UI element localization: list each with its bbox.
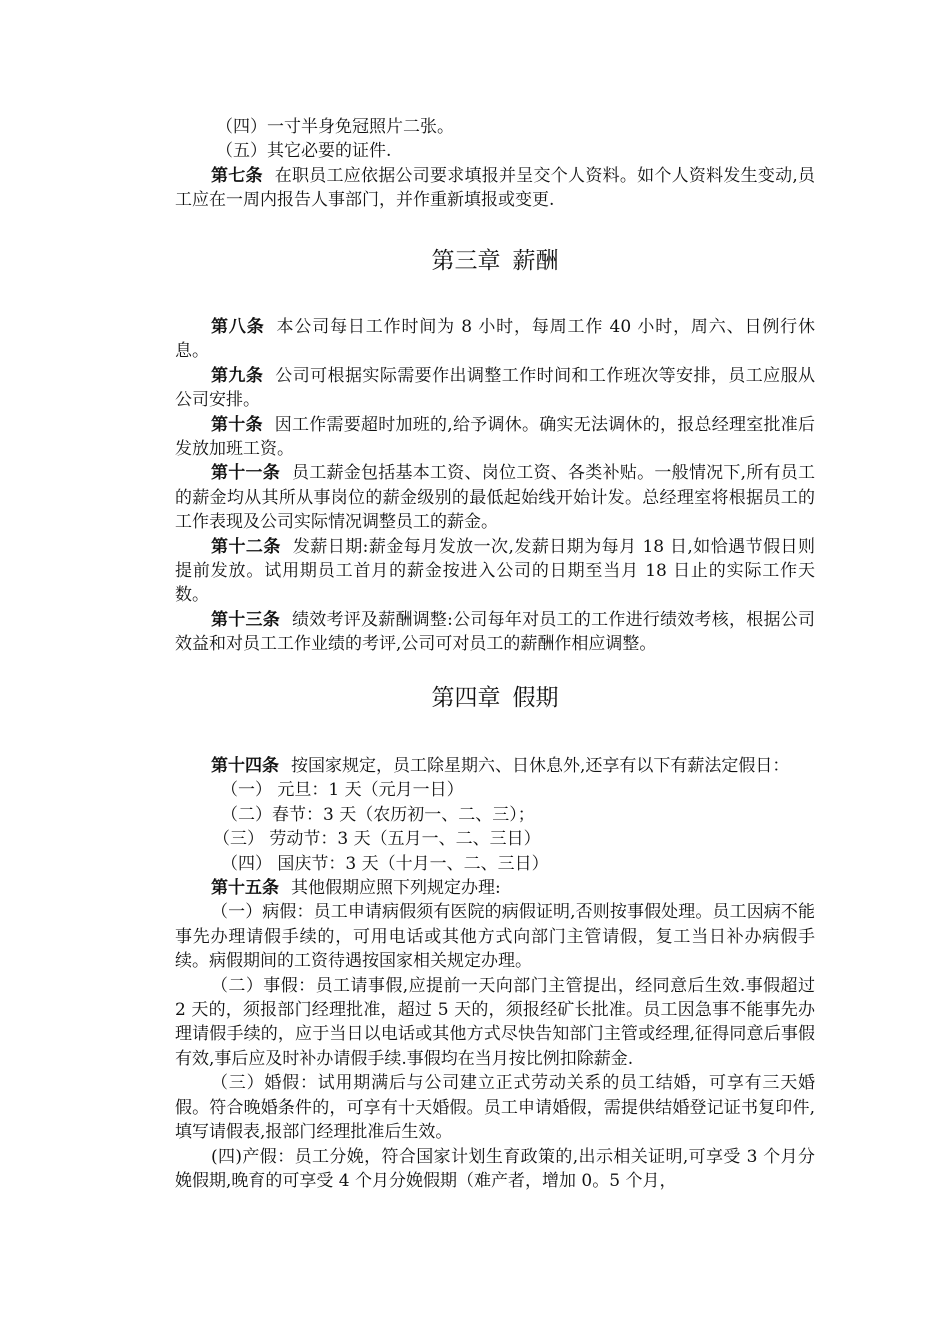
chapter-heading bbox=[175, 246, 815, 276]
article-label: 第七条 bbox=[211, 165, 263, 186]
article-text: 发薪日期:薪金每月发放一次,发薪日期为每月 18 日,如恰遇节假日则提前发放。试用期员工首月的薪金按进入公司的日期至当月 18 日止的实际工作天数。 bbox=[175, 536, 816, 606]
article-label: 第八条 bbox=[211, 317, 265, 337]
article-text: 因工作需要超时加班的,给予调休。确实无法调休的，报总经理室批准后发放加班工资。 bbox=[175, 414, 816, 460]
chapter-title: 假期 bbox=[512, 685, 559, 711]
article-text: 员工薪金包括基本工资、岗位工资、各类补贴。一般情况下,所有员工的薪金均从其所从事岗位的薪金级别的最低起始线开始计发。总经理室将根据员工的工作表现及公司实际情况调整员工的薪金。 bbox=[175, 463, 816, 533]
chapter-number: 第三章 bbox=[431, 248, 501, 274]
holiday-item: （二）春节：3 天（农历初一、二、三）； bbox=[221, 804, 535, 825]
article-label: 第十一条 bbox=[211, 463, 281, 484]
article-text: 绩效考评及薪酬调整:公司每年对员工的工作进行绩效考核，根据公司效益和对员工工作业绩的考评,公司可对员工的薪酬作相应调整。 bbox=[175, 609, 816, 655]
article-10 bbox=[175, 413, 815, 462]
article-9 bbox=[175, 364, 815, 413]
article-7 bbox=[175, 164, 815, 213]
leave-paragraph-personal: （二）事假：员工请事假,应提前一天向部门主管提出，经同意后生效.事假超过 2 天的，须报部门经理批准，超过 5 天的，须报经矿长批准。员工因急事不能事先办理请假手续的，应于当日以电话或其他方式尽快告知部门主管或经理,征得同意后事假有效,事后应及时补办请假手续.事假均在当月按比例扣除薪金. bbox=[175, 975, 815, 1069]
leave-paragraph-sick: （一）病假：员工申请病假须有医院的病假证明,否则按事假处理。员工因病不能事先办理请假手续的，可用电话或其他方式向部门主管请假，复工当日补办病假手续。病假期间的工资待遇按国家相关规定办理。 bbox=[175, 902, 815, 972]
article-11 bbox=[175, 461, 815, 534]
article-label: 第九条 bbox=[211, 365, 264, 386]
holiday-item: （一） 元旦：1 天（元月一日） bbox=[221, 780, 464, 801]
holiday-item: （三） 劳动节：3 天（五月一、二、三日） bbox=[213, 829, 541, 850]
article-8 bbox=[175, 315, 815, 364]
article-12 bbox=[175, 535, 815, 608]
article-14 bbox=[175, 754, 815, 778]
article-label: 第十条 bbox=[211, 414, 263, 435]
article-text: 在职员工应依据公司要求填报并呈交个人资料。如个人资料发生变动,员工应在一周内报告人事部门，并作重新填报或变更. bbox=[175, 165, 816, 211]
article-label: 第十四条 bbox=[211, 756, 279, 776]
article-text: 按国家规定，员工除星期六、日休息外,还享有以下有薪法定假日： bbox=[291, 756, 790, 776]
article-13 bbox=[175, 608, 815, 657]
leave-paragraph-maternity: (四)产假：员工分娩，符合国家计划生育政策的,出示相关证明,可享受 3 个月分娩假期,晚育的可享受 4 个月分娩假期（难产者，增加 0。5 个月， bbox=[175, 1146, 815, 1191]
list-item: （五）其它必要的证件. bbox=[216, 141, 392, 162]
article-label: 第十三条 bbox=[211, 609, 280, 630]
article-text: 本公司每日工作时间为 8 小时，每周工作 40 小时，周六、日例行休息。 bbox=[175, 317, 816, 362]
holiday-item: （四） 国庆节：3 天（十月一、二、三日） bbox=[221, 853, 549, 874]
article-text: 其他假期应照下列规定办理: bbox=[291, 878, 501, 899]
chapter-title: 薪酬 bbox=[512, 248, 559, 274]
article-label: 第十二条 bbox=[211, 536, 281, 557]
article-15 bbox=[175, 876, 815, 900]
section-block-3 bbox=[175, 754, 815, 1193]
chapter-number: 第四章 bbox=[431, 685, 501, 711]
article-label: 第十五条 bbox=[211, 878, 279, 899]
section-block-1 bbox=[175, 115, 815, 213]
chapter-heading bbox=[175, 683, 815, 713]
list-item: （四）一寸半身免冠照片二张。 bbox=[216, 117, 454, 137]
leave-paragraph-marriage: （三）婚假：试用期满后与公司建立正式劳动关系的员工结婚，可享有三天婚假。符合晚婚条件的，可享有十天婚假。员工申请婚假，需提供结婚登记证书复印件,填写请假表,报部门经理批准后生效。 bbox=[175, 1073, 815, 1143]
section-block-2 bbox=[175, 315, 815, 657]
article-text: 公司可根据实际需要作出调整工作时间和工作班次等安排，员工应服从公司安排。 bbox=[175, 365, 816, 411]
